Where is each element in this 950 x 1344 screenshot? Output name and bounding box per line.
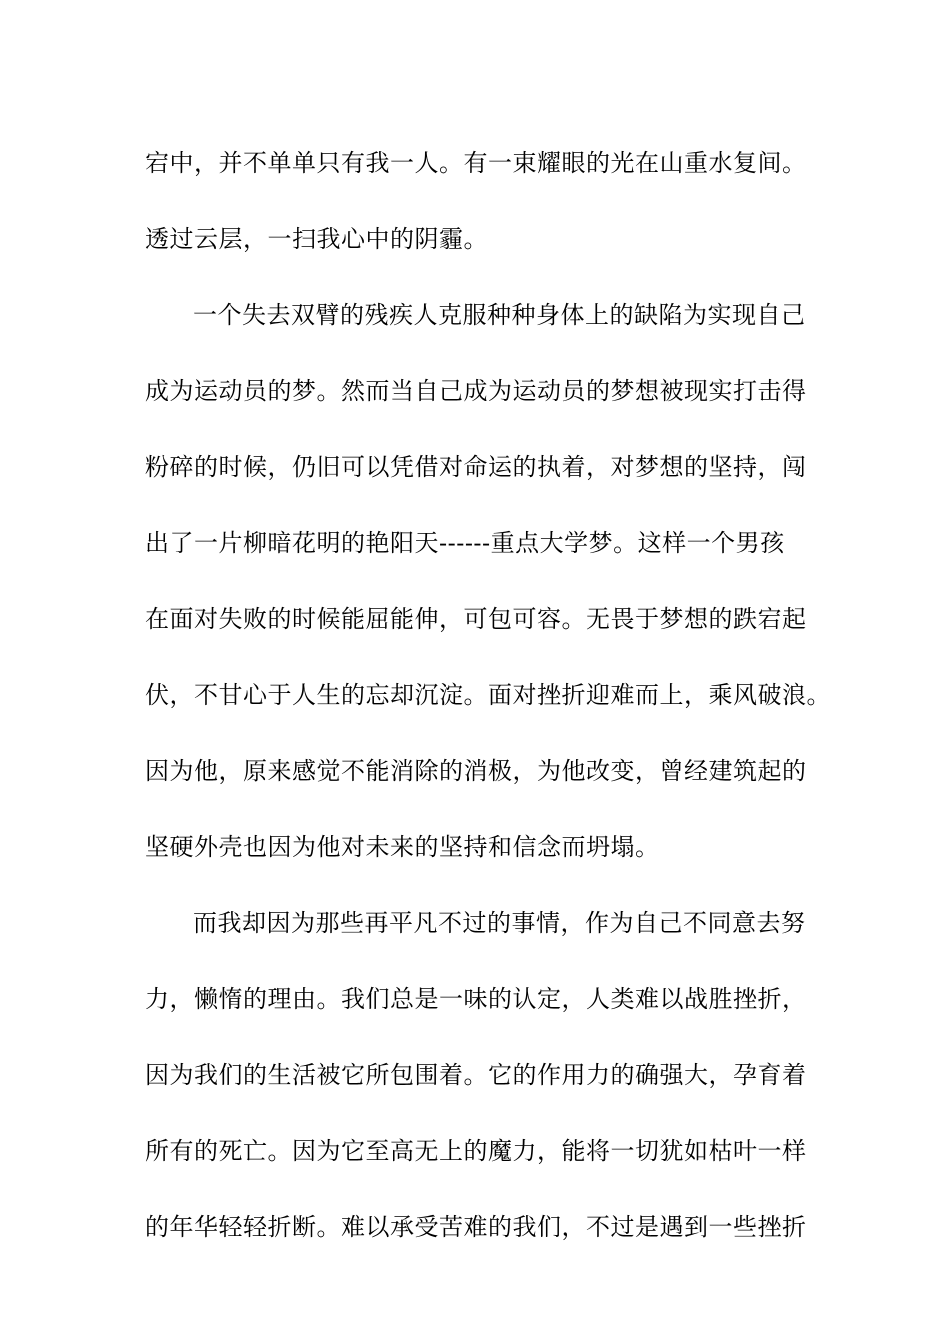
paragraph-start-line: 而我却因为那些再平凡不过的事情，作为自己不同意去努 (193, 909, 806, 937)
text-line: 因为我们的生活被它所包围着。它的作用力的确强大，孕育着 (145, 1061, 807, 1089)
text-line: 宕中，并不单单只有我一人。有一束耀眼的光在山重水复间。 (145, 149, 807, 177)
text-line: 力，懒惰的理由。我们总是一味的认定，人类难以战胜挫折， (145, 985, 807, 1013)
text-line: 伏，不甘心于人生的忘却沉淀。面对挫折迎难而上，乘风破浪。 (145, 681, 831, 709)
text-line: 因为他，原来感觉不能消除的消极，为他改变，曾经建筑起的 (145, 757, 807, 785)
text-line: 出了一片柳暗花明的艳阳天------重点大学梦。这样一个男孩 (145, 529, 785, 557)
text-line: 的年华轻轻折断。难以承受苦难的我们，不过是遇到一些挫折 (145, 1213, 807, 1241)
text-line: 所有的死亡。因为它至高无上的魔力，能将一切犹如枯叶一样 (145, 1137, 807, 1165)
text-line: 成为运动员的梦。然而当自己成为运动员的梦想被现实打击得 (145, 377, 807, 405)
text-line: 坚硬外壳也因为他对未来的坚持和信念而坍塌。 (145, 833, 660, 861)
paragraph-start-line: 一个失去双臂的残疾人克服种种身体上的缺陷为实现自己 (193, 301, 806, 329)
text-line: 透过云层，一扫我心中的阴霾。 (145, 225, 488, 253)
text-line: 粉碎的时候，仍旧可以凭借对命运的执着，对梦想的坚持，闯 (145, 453, 807, 481)
body-text (145, 125, 831, 1265)
text-line: 在面对失败的时候能屈能伸，可包可容。无畏于梦想的跌宕起 (145, 605, 807, 633)
